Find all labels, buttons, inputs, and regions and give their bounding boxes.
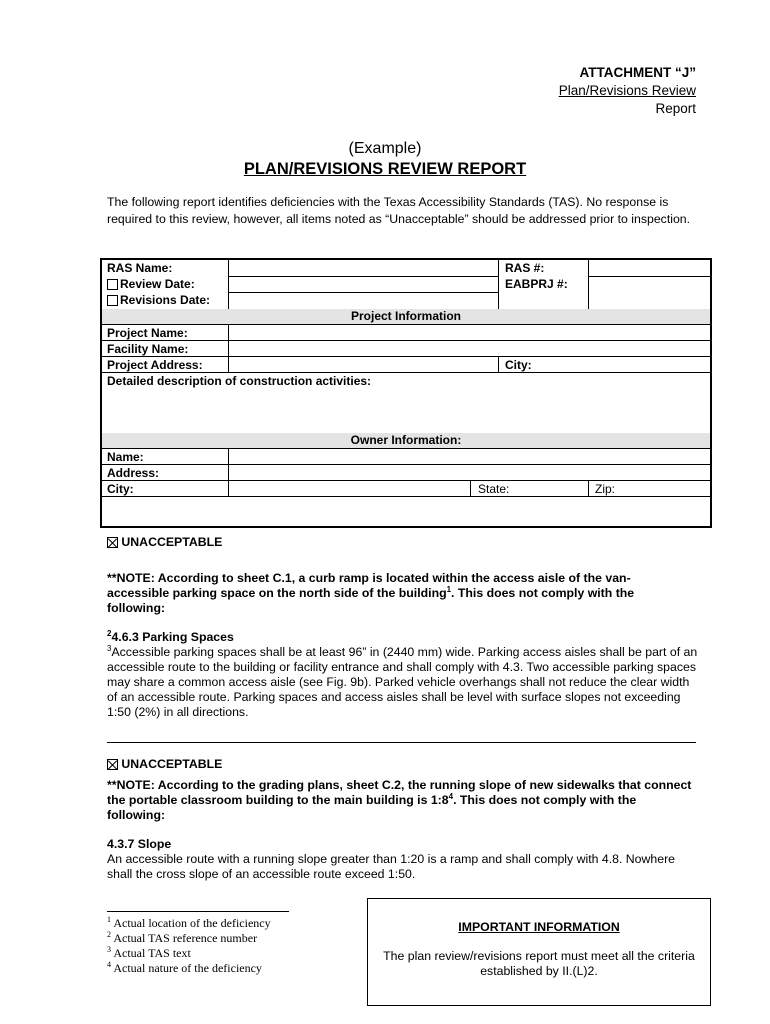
finding2-status [107, 757, 222, 772]
project-city-label: City: [505, 358, 532, 372]
owner-city-label: City: [107, 482, 134, 496]
footnote-item: $^3$ Actual TAS text [107, 945, 191, 960]
finding2-note-text: **NOTE: According to the grading plans, sheet C.2, the running slope of new sidewalks that connect the portable classroom building to the main building is 1:8 [107, 778, 692, 807]
footnotes [107, 916, 271, 976]
owner-name-label: Name: [107, 450, 144, 464]
attachment-subtitle-line1: Plan/Revisions Review [558, 83, 696, 98]
finding2-note-text-end: . This does not comply with the following: [107, 793, 637, 822]
project-address-field[interactable] [229, 357, 497, 371]
owner-zip-label: Zip: [595, 482, 616, 496]
facility-name-field[interactable] [229, 341, 709, 355]
finding1-note-text-end: . This does not comply with the following: [107, 586, 635, 615]
owner-information-header: Owner Information: [102, 433, 710, 448]
facility-name-label: Facility Name: [107, 342, 189, 356]
footnote-item: $^2$ Actual TAS reference number [107, 930, 258, 945]
finding1-status [107, 535, 222, 550]
revisions-date-field[interactable] [229, 293, 497, 308]
construction-description-label: Detailed description of construction activities: [107, 374, 372, 388]
finding2-note [107, 778, 697, 823]
footnote-item: $^1$ Actual location of the deficiency [107, 915, 271, 930]
project-name-field[interactable] [229, 325, 709, 339]
review-date-checkbox[interactable] [107, 279, 118, 290]
construction-description-field[interactable] [103, 390, 709, 432]
review-date-row [107, 277, 195, 291]
project-city-field[interactable] [542, 357, 709, 371]
eabprj-number-label: EABPRJ #: [505, 277, 568, 291]
footnote-item: $^4$ Actual nature of the deficiency [107, 960, 262, 975]
unacceptable-checkbox[interactable] [107, 759, 118, 770]
ras-number-field[interactable] [589, 261, 709, 275]
unacceptable-checkbox[interactable] [107, 537, 118, 548]
owner-address-label: Address: [107, 466, 160, 480]
finding1-reference [107, 630, 234, 645]
finding2-status-label: UNACCEPTABLE [121, 757, 223, 771]
owner-state-label: State: [478, 482, 510, 496]
revisions-date-label: Revisions Date: [120, 293, 211, 307]
finding1-text: Accessible parking spaces shall be at least 96” in (2440 mm) wide. Parking access aisles shall be part of an accessible route to the building or facility entrance and shall comply with 4.3. Two accessible parking spaces may share a common access aisle (see Fig. 9b). Parked vehicle overhangs shall not reduce the clear width of an accessible route. Parking spaces and access aisles shall be level with surface slopes not exceeding 1:50 (2%) in all directions. [107, 645, 698, 719]
project-name-label: Project Name: [107, 326, 188, 340]
page-title: PLAN/REVISIONS REVIEW REPORT [243, 160, 527, 178]
ras-name-field[interactable] [229, 261, 497, 275]
finding2-note-footnote-ref: 4 [448, 791, 454, 801]
finding1-note-footnote-ref: 1 [446, 584, 452, 594]
finding1-ref-title: 4.6.3 Parking Spaces [111, 630, 234, 644]
ras-name-label: RAS Name: [107, 261, 173, 275]
project-information-header: Project Information [102, 309, 710, 324]
finding1-note-text: **NOTE: According to sheet C.1, a curb ramp is located within the access aisle of the van-accessible parking space on the north side of the building [107, 571, 631, 600]
project-form-table [100, 258, 712, 528]
revisions-date-row [107, 293, 210, 307]
finding1-ref-footnote-ref: 2 [107, 628, 112, 638]
important-information-box [367, 898, 711, 1006]
eabprj-number-field[interactable] [589, 277, 709, 308]
attachment-header [559, 64, 696, 118]
example-label: (Example) [348, 140, 422, 157]
important-information-text: The plan review/revisions report must meet all the criteria established by II.(L)2. [383, 949, 695, 978]
section-divider [107, 742, 696, 743]
finding2-ref-title: 4.3.7 Slope [107, 837, 172, 851]
revisions-date-checkbox[interactable] [107, 295, 118, 306]
finding1-text-footnote-ref: 3 [107, 643, 112, 653]
owner-city-field[interactable] [229, 481, 469, 495]
finding1-note [107, 571, 667, 616]
attachment-subtitle-line2: Report [655, 101, 696, 116]
owner-name-field[interactable] [229, 449, 709, 463]
project-address-label: Project Address: [107, 358, 203, 372]
finding1-status-label: UNACCEPTABLE [121, 535, 223, 549]
owner-address-field[interactable] [229, 465, 709, 479]
review-date-field[interactable] [229, 277, 497, 291]
finding2-tas-text: An accessible route with a running slope greater than 1:20 is a ramp and shall comply with 4.8. Nowhere shall the cross slope of an accessible route exceed 1:50. [107, 852, 676, 881]
footnote-separator [107, 911, 289, 912]
important-information-heading: IMPORTANT INFORMATION [458, 920, 620, 934]
intro-paragraph: The following report identifies deficiencies with the Texas Accessibility Standards (TAS). No response is required to this review, however, all items noted as “Unacceptable” should be addressed prior to inspection. [107, 195, 691, 226]
attachment-label: ATTACHMENT “J” [579, 65, 696, 80]
ras-number-label: RAS #: [505, 261, 545, 275]
review-date-label: Review Date: [120, 277, 195, 291]
finding1-tas-text [107, 645, 699, 720]
